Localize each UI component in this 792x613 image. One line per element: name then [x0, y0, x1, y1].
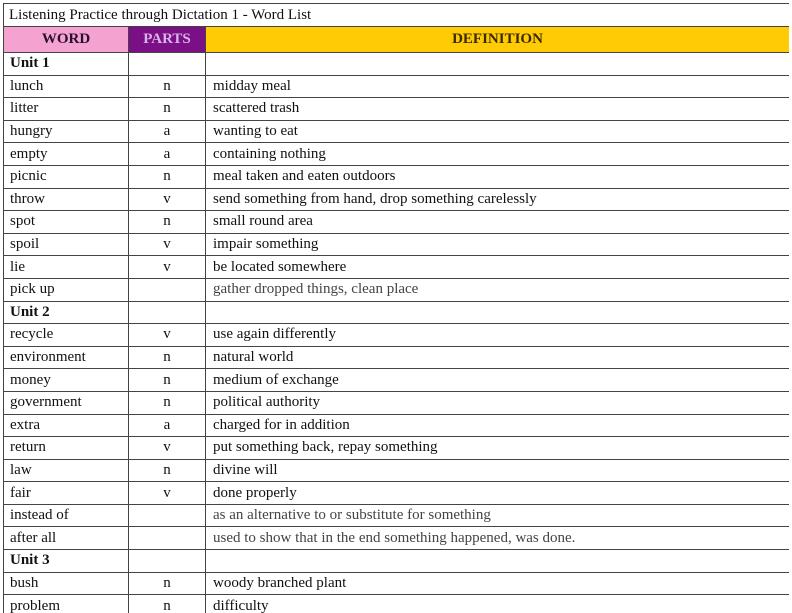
table-row	[4, 527, 790, 550]
definition-cell: divine will	[206, 459, 790, 482]
word-cell: hungry	[4, 120, 129, 143]
definition-cell: midday meal	[206, 75, 790, 98]
table-row	[4, 120, 790, 143]
definition-cell: natural world	[206, 346, 790, 369]
word-cell: pick up	[4, 278, 129, 301]
part-of-speech-cell: n	[129, 165, 206, 188]
table-row	[4, 504, 790, 527]
empty-cell	[129, 550, 206, 573]
table-row	[4, 233, 790, 256]
part-of-speech-cell: n	[129, 459, 206, 482]
unit-label: Unit 2	[4, 301, 129, 324]
part-of-speech-cell: n	[129, 75, 206, 98]
table-row	[4, 391, 790, 414]
word-cell: lunch	[4, 75, 129, 98]
part-of-speech-cell: n	[129, 595, 206, 613]
table-row	[4, 482, 790, 505]
word-cell: spoil	[4, 233, 129, 256]
word-cell: government	[4, 391, 129, 414]
part-of-speech-cell	[129, 504, 206, 527]
part-of-speech-cell: n	[129, 98, 206, 121]
definition-cell: as an alternative to or substitute for something	[206, 504, 790, 527]
part-of-speech-cell: a	[129, 414, 206, 437]
header-word: WORD	[4, 27, 129, 53]
table-row	[4, 98, 790, 121]
table-row	[4, 459, 790, 482]
unit-label: Unit 1	[4, 53, 129, 76]
table-row	[4, 437, 790, 460]
empty-cell	[206, 550, 790, 573]
word-cell: environment	[4, 346, 129, 369]
header-parts: PARTS	[129, 27, 206, 53]
part-of-speech-cell: v	[129, 188, 206, 211]
table-row	[4, 414, 790, 437]
header-row	[4, 27, 790, 53]
definition-cell: woody branched plant	[206, 572, 790, 595]
table-row	[4, 188, 790, 211]
word-cell: extra	[4, 414, 129, 437]
definition-cell: political authority	[206, 391, 790, 414]
definition-cell: small round area	[206, 211, 790, 234]
table-row	[4, 256, 790, 279]
word-cell: empty	[4, 143, 129, 166]
definition-cell: impair something	[206, 233, 790, 256]
empty-cell	[129, 301, 206, 324]
word-list-table	[3, 3, 789, 613]
part-of-speech-cell	[129, 278, 206, 301]
header-definition: DEFINITION	[206, 27, 790, 53]
part-of-speech-cell: a	[129, 120, 206, 143]
part-of-speech-cell: n	[129, 369, 206, 392]
empty-cell	[206, 301, 790, 324]
word-cell: law	[4, 459, 129, 482]
part-of-speech-cell: a	[129, 143, 206, 166]
table-row	[4, 346, 790, 369]
definition-cell: send something from hand, drop something carelessly	[206, 188, 790, 211]
word-cell: spot	[4, 211, 129, 234]
unit-row	[4, 550, 790, 573]
definition-cell: done properly	[206, 482, 790, 505]
title-row	[4, 4, 790, 27]
part-of-speech-cell: v	[129, 324, 206, 347]
part-of-speech-cell	[129, 527, 206, 550]
part-of-speech-cell: v	[129, 256, 206, 279]
word-cell: fair	[4, 482, 129, 505]
table-row	[4, 369, 790, 392]
word-cell: problem	[4, 595, 129, 613]
unit-row	[4, 301, 790, 324]
word-cell: recycle	[4, 324, 129, 347]
word-cell: return	[4, 437, 129, 460]
definition-cell: gather dropped things, clean place	[206, 278, 790, 301]
word-cell: lie	[4, 256, 129, 279]
word-cell: after all	[4, 527, 129, 550]
table-row	[4, 165, 790, 188]
definition-cell: medium of exchange	[206, 369, 790, 392]
part-of-speech-cell: n	[129, 391, 206, 414]
definition-cell: put something back, repay something	[206, 437, 790, 460]
table-row	[4, 572, 790, 595]
table-row	[4, 143, 790, 166]
part-of-speech-cell: v	[129, 482, 206, 505]
part-of-speech-cell: n	[129, 346, 206, 369]
definition-cell: charged for in addition	[206, 414, 790, 437]
definition-cell: containing nothing	[206, 143, 790, 166]
part-of-speech-cell: n	[129, 211, 206, 234]
empty-cell	[129, 53, 206, 76]
empty-cell	[206, 53, 790, 76]
table-row	[4, 75, 790, 98]
word-cell: money	[4, 369, 129, 392]
word-list-document	[3, 3, 789, 613]
word-cell: litter	[4, 98, 129, 121]
word-cell: throw	[4, 188, 129, 211]
definition-cell: difficulty	[206, 595, 790, 613]
definition-cell: meal taken and eaten outdoors	[206, 165, 790, 188]
part-of-speech-cell: v	[129, 233, 206, 256]
document-title: Listening Practice through Dictation 1 - Word List	[4, 4, 790, 27]
word-cell: instead of	[4, 504, 129, 527]
table-row	[4, 211, 790, 234]
definition-cell: used to show that in the end something happened, was done.	[206, 527, 790, 550]
word-cell: picnic	[4, 165, 129, 188]
definition-cell: scattered trash	[206, 98, 790, 121]
table-row	[4, 278, 790, 301]
table-row	[4, 595, 790, 613]
table-row	[4, 324, 790, 347]
definition-cell: be located somewhere	[206, 256, 790, 279]
word-cell: bush	[4, 572, 129, 595]
part-of-speech-cell: n	[129, 572, 206, 595]
part-of-speech-cell: v	[129, 437, 206, 460]
unit-row	[4, 53, 790, 76]
definition-cell: wanting to eat	[206, 120, 790, 143]
definition-cell: use again differently	[206, 324, 790, 347]
unit-label: Unit 3	[4, 550, 129, 573]
